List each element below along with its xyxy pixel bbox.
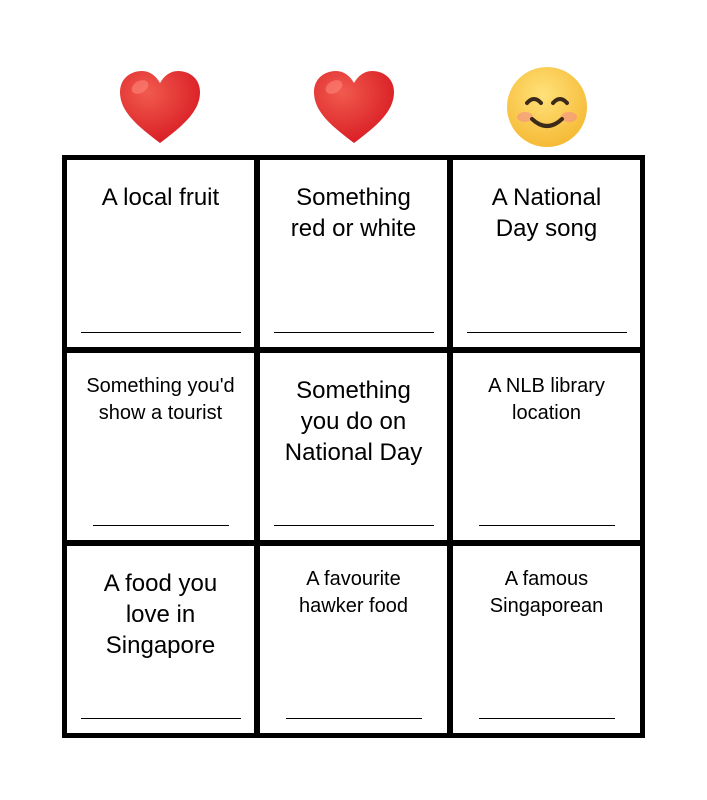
cell-prompt: A food you love in Singapore [103, 570, 218, 660]
answer-line[interactable] [467, 332, 627, 333]
red-heart-icon [311, 66, 397, 148]
bingo-grid [62, 155, 645, 738]
cell-prompt: Something you'd show a tourist [86, 375, 235, 424]
bingo-cell-local-fruit[interactable] [67, 160, 254, 347]
cell-prompt: A local fruit [101, 184, 220, 211]
header-icons [64, 66, 644, 152]
smiling-face-icon [504, 66, 590, 148]
answer-line[interactable] [286, 718, 422, 719]
answer-line[interactable] [479, 718, 615, 719]
answer-line[interactable] [274, 525, 434, 526]
answer-line[interactable] [274, 332, 434, 333]
bingo-cell-show-tourist[interactable] [67, 353, 254, 540]
bingo-cell-food-you-love[interactable] [67, 546, 254, 733]
bingo-cell-red-or-white[interactable] [260, 160, 447, 347]
cell-prompt: Something you do on National Day [284, 377, 423, 467]
bingo-cell-national-day-activity[interactable] [260, 353, 447, 540]
answer-line[interactable] [81, 718, 241, 719]
bingo-cell-famous-singaporean[interactable] [453, 546, 640, 733]
answer-line[interactable] [479, 525, 615, 526]
bingo-cell-hawker-food[interactable] [260, 546, 447, 733]
cell-prompt: Something red or white [290, 184, 417, 243]
bingo-cell-nlb-library[interactable] [453, 353, 640, 540]
answer-line[interactable] [93, 525, 229, 526]
cell-prompt: A NLB library location [488, 375, 605, 424]
red-heart-icon [117, 66, 203, 148]
bingo-cell-national-day-song[interactable] [453, 160, 640, 347]
cell-prompt: A National Day song [491, 184, 602, 243]
answer-line[interactable] [81, 332, 241, 333]
cell-prompt: A favourite hawker food [299, 568, 408, 617]
cell-prompt: A famous Singaporean [489, 568, 604, 617]
